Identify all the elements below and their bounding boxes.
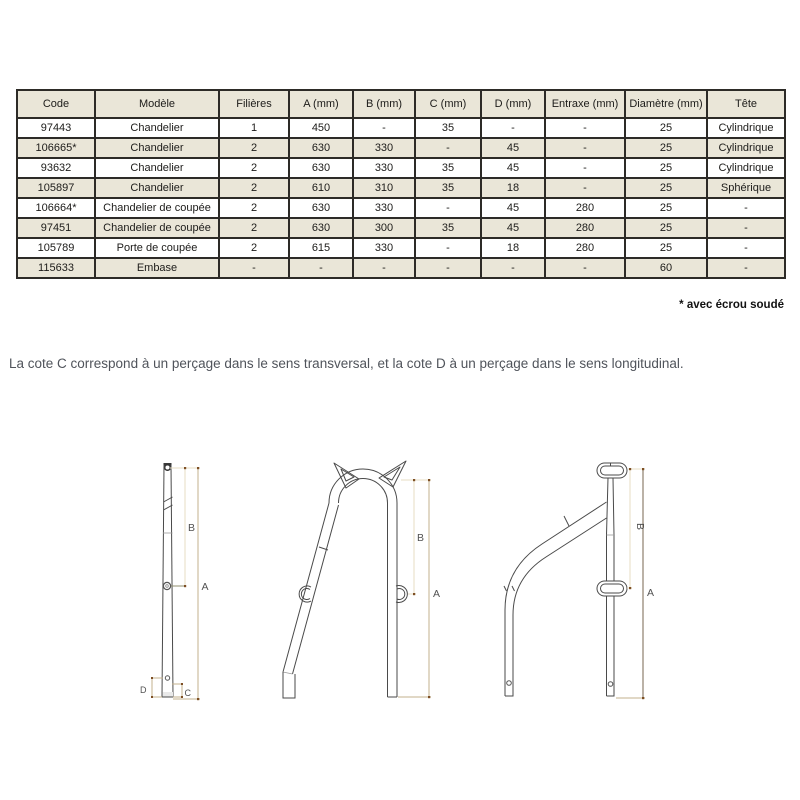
table-cell: 18 (481, 178, 545, 198)
header-cell: Tête (707, 90, 785, 118)
table-row (17, 238, 785, 258)
leg-weld-marks (504, 586, 515, 591)
table-cell: - (707, 258, 785, 278)
drawing-straight-stanchion (130, 450, 220, 710)
product-spec-table (16, 89, 786, 279)
drawing-gooseneck-stanchion (480, 450, 660, 710)
table-cell: - (415, 198, 481, 218)
table-cell: 115633 (17, 258, 95, 278)
table-cell: - (707, 198, 785, 218)
table-cell: 45 (481, 158, 545, 178)
table-cell: 18 (481, 238, 545, 258)
dimension-note: La cote C correspond à un perçage dans le sens transversal, et la cote D à un perçage dans le sens longitudinal. (9, 356, 684, 371)
arm-outer-edge (505, 502, 607, 696)
dim-label-a: A (647, 587, 655, 599)
table-cell: 93632 (17, 158, 95, 178)
header-row (17, 90, 785, 118)
table-cell: - (545, 158, 625, 178)
table-cell: Sphérique (707, 178, 785, 198)
table-cell: 35 (415, 158, 481, 178)
table-cell: - (545, 138, 625, 158)
table-cell: Cylindrique (707, 158, 785, 178)
table-cell: 35 (415, 178, 481, 198)
table-row (17, 198, 785, 218)
table-cell: 310 (353, 178, 415, 198)
table-row (17, 138, 785, 158)
drawing-gangway-stanchion (275, 450, 445, 710)
table-cell: - (707, 218, 785, 238)
table-cell: Porte de coupée (95, 238, 219, 258)
table-cell: - (219, 258, 289, 278)
table-cell: 330 (353, 138, 415, 158)
left-foot (283, 672, 295, 698)
table-cell: Cylindrique (707, 138, 785, 158)
table-cell: 1 (219, 118, 289, 138)
right-ear-outer (379, 461, 406, 487)
bottom-hole (165, 676, 169, 680)
table-cell: Chandelier (95, 118, 219, 138)
table-cell: 105897 (17, 178, 95, 198)
dim-label-b: B (634, 523, 646, 531)
table-cell: 2 (219, 158, 289, 178)
left-leg-joint (283, 672, 293, 674)
table-cell: 330 (353, 198, 415, 218)
table-cell: 25 (625, 138, 707, 158)
table-cell: - (481, 258, 545, 278)
header-cell: Modèle (95, 90, 219, 118)
table-cell: 97443 (17, 118, 95, 138)
dim-label-b: B (188, 522, 196, 534)
header-cell: Filières (219, 90, 289, 118)
table-cell: - (545, 258, 625, 278)
dim-bracket-d (152, 678, 163, 697)
table-cell: - (481, 118, 545, 138)
post-foot (163, 692, 174, 697)
table-cell: 25 (625, 178, 707, 198)
table-cell: 280 (545, 218, 625, 238)
table-cell: - (415, 238, 481, 258)
table-cell: 2 (219, 178, 289, 198)
table-row (17, 178, 785, 198)
dim-label-b: B (417, 532, 425, 544)
table-cell: 25 (625, 198, 707, 218)
post-bottom-hole (608, 682, 613, 687)
header-cell: D (mm) (481, 90, 545, 118)
middle-eye-inner (601, 584, 624, 593)
table-cell: - (707, 238, 785, 258)
table-cell: 610 (289, 178, 353, 198)
middle-eye-outer (597, 581, 627, 596)
table-cell: Embase (95, 258, 219, 278)
table-cell: 35 (415, 218, 481, 238)
header-cell: C (mm) (415, 90, 481, 118)
table-cell: 45 (481, 138, 545, 158)
table-cell: Chandelier (95, 138, 219, 158)
table-cell: 105789 (17, 238, 95, 258)
table-cell: 45 (481, 218, 545, 238)
table-cell: 630 (289, 158, 353, 178)
right-leg (388, 503, 398, 697)
arm-break-mark (564, 516, 569, 526)
table-row (17, 258, 785, 278)
post-left-edge (162, 465, 164, 697)
header-cell: Code (17, 90, 95, 118)
table-cell: - (545, 118, 625, 138)
table-cell: 330 (353, 238, 415, 258)
table-cell: 2 (219, 238, 289, 258)
post-lower (607, 596, 615, 696)
left-leg (283, 503, 339, 674)
header-cell: Entraxe (mm) (545, 90, 625, 118)
table-cell: 2 (219, 218, 289, 238)
table-cell: Chandelier (95, 158, 219, 178)
header-cell: B (mm) (353, 90, 415, 118)
table-cell: 45 (481, 198, 545, 218)
table-cell: 280 (545, 198, 625, 218)
right-leg-eye-outer (396, 586, 407, 603)
arm-inner-edge (513, 518, 607, 696)
table-cell: 330 (353, 158, 415, 178)
table-footnote: * avec écrou soudé (679, 299, 784, 311)
top-eye-outer (597, 463, 627, 478)
dim-label-d: D (140, 685, 147, 695)
table-cell: 2 (219, 198, 289, 218)
table-cell: 25 (625, 218, 707, 238)
table-row (17, 218, 785, 238)
table-cell: Chandelier de coupée (95, 218, 219, 238)
table-cell: - (415, 258, 481, 278)
table-row (17, 118, 785, 138)
header-cell: Diamètre (mm) (625, 90, 707, 118)
table-row (17, 158, 785, 178)
post-right-edge (171, 465, 173, 697)
table-cell: 25 (625, 238, 707, 258)
middle-hole (163, 582, 170, 589)
header-cell: A (mm) (289, 90, 353, 118)
table-cell: - (415, 138, 481, 158)
table-cell: - (353, 118, 415, 138)
table-cell: 630 (289, 138, 353, 158)
arch-inner (339, 479, 388, 503)
post-upper (607, 478, 615, 581)
table-cell: 280 (545, 238, 625, 258)
table-cell: Chandelier (95, 178, 219, 198)
table-cell: - (289, 258, 353, 278)
table-cell: - (545, 178, 625, 198)
top-hole (165, 465, 171, 471)
table-cell: 25 (625, 118, 707, 138)
table-cell: 35 (415, 118, 481, 138)
table-cell: 615 (289, 238, 353, 258)
table-cell: 106664* (17, 198, 95, 218)
table-cell: Chandelier de coupée (95, 198, 219, 218)
dim-bracket-c (172, 684, 182, 697)
table-cell: 25 (625, 158, 707, 178)
table-cell: 106665* (17, 138, 95, 158)
left-leg-hole (507, 681, 512, 686)
table-cell: 450 (289, 118, 353, 138)
table-cell: 630 (289, 218, 353, 238)
right-leg-eye-inner (397, 589, 405, 600)
table-cell: 300 (353, 218, 415, 238)
top-eye-inner (601, 466, 624, 475)
dim-label-a: A (433, 588, 441, 600)
table-body (17, 118, 785, 278)
table-cell: 2 (219, 138, 289, 158)
dim-label-a: A (201, 581, 209, 593)
table-cell: - (353, 258, 415, 278)
table-cell: 630 (289, 198, 353, 218)
dim-label-c: C (184, 688, 191, 698)
table-cell: 97451 (17, 218, 95, 238)
table-cell: Cylindrique (707, 118, 785, 138)
table-cell: 60 (625, 258, 707, 278)
